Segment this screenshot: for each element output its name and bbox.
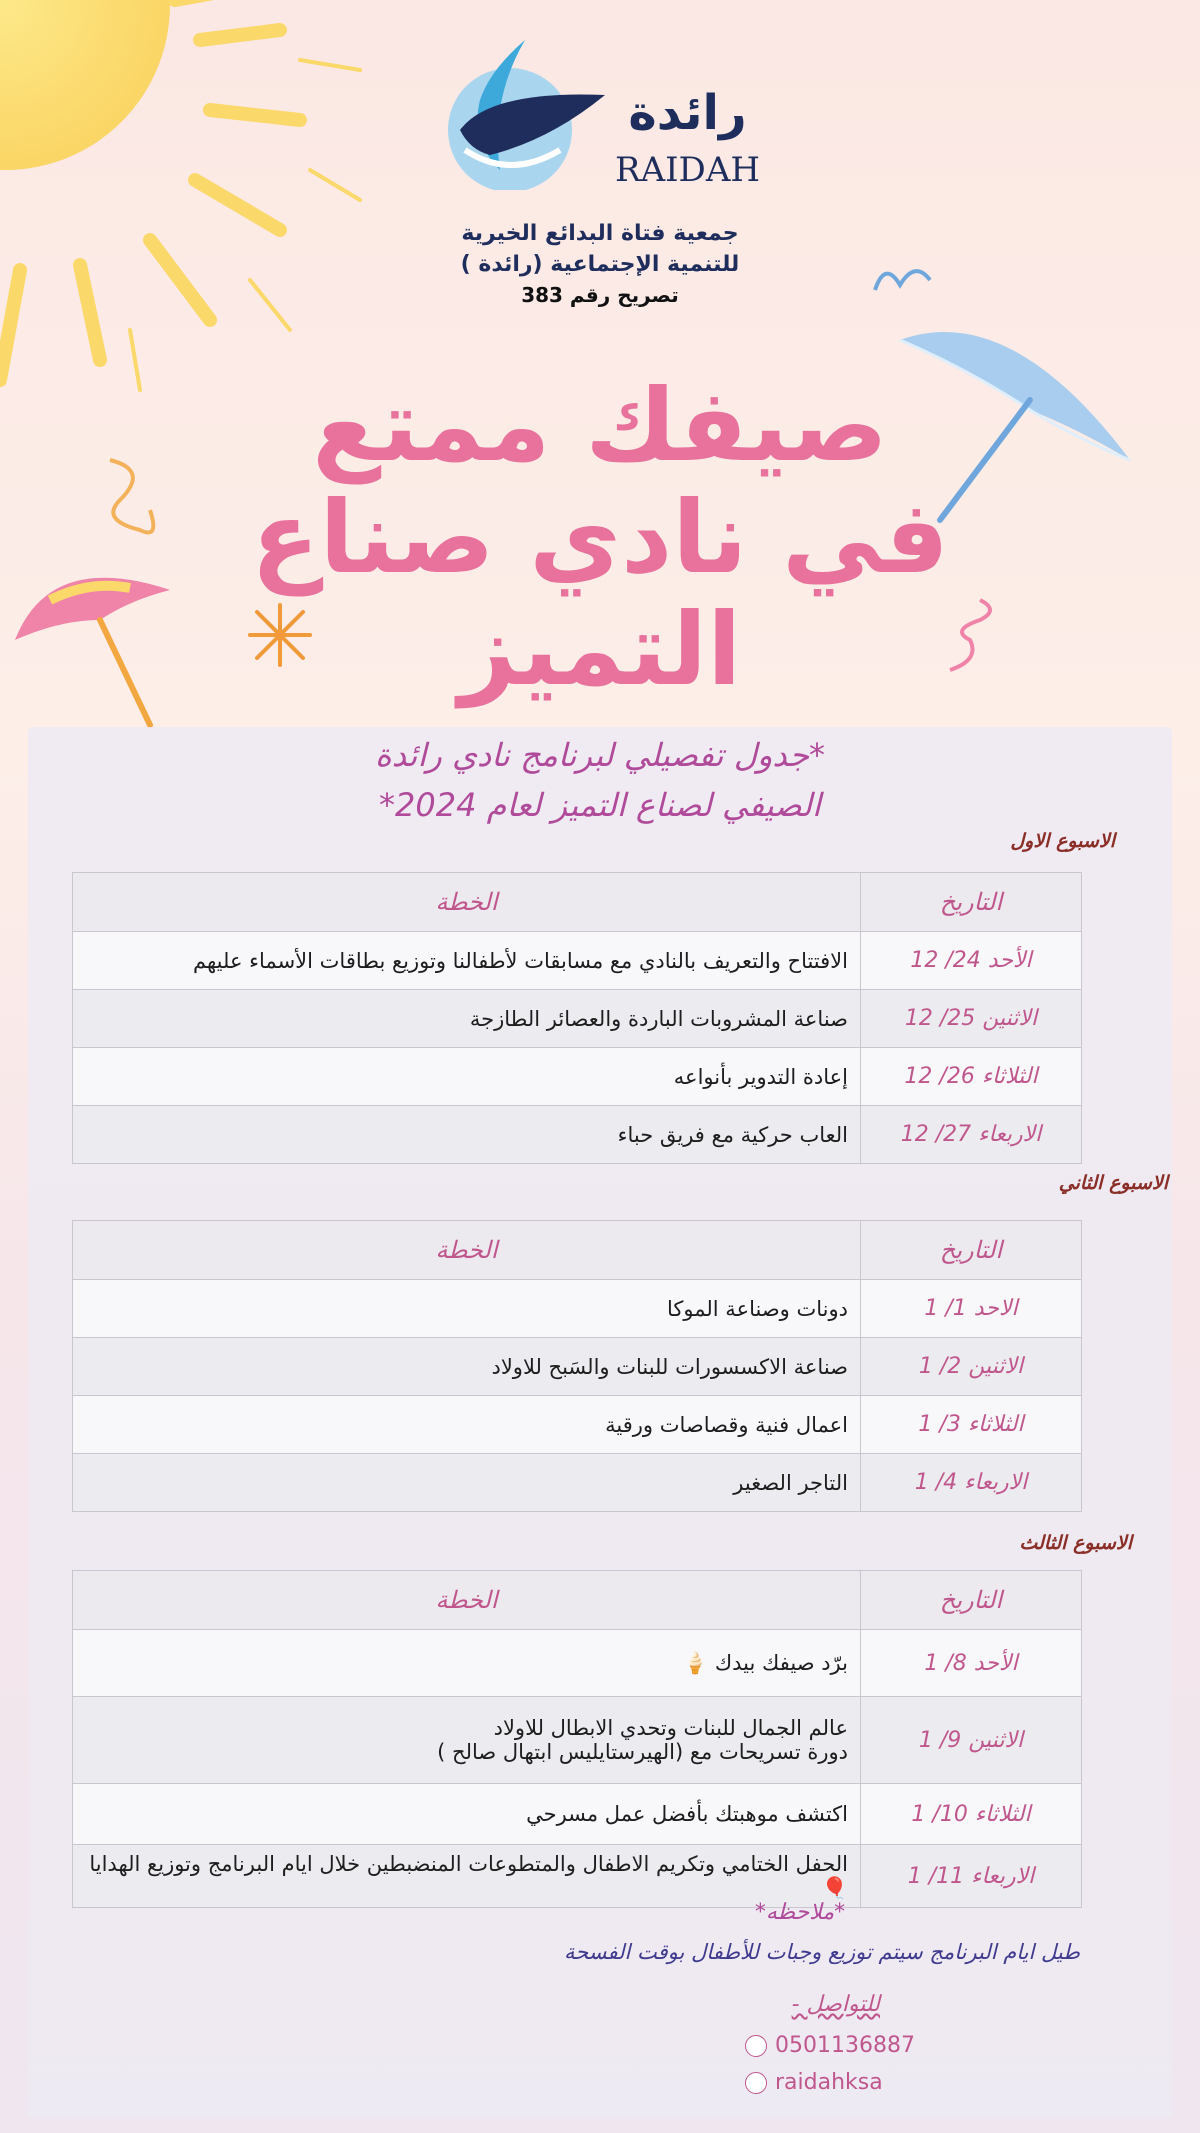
row-plan: العاب حركية مع فريق حباء [73, 1106, 861, 1164]
whatsapp-icon [745, 2035, 767, 2057]
col-plan-header: الخطة [73, 873, 861, 932]
row-plan: دونات وصناعة الموكا [73, 1280, 861, 1338]
row-date: الاربعاء 4/ 1 [861, 1454, 1082, 1512]
row-plan: صناعة المشروبات الباردة والعصائر الطازجة [73, 990, 861, 1048]
week-3-label: الاسبوع الثالث [1019, 1532, 1132, 1554]
squiggle-decoration [870, 250, 940, 300]
table-row [73, 1338, 1082, 1396]
pink-umbrella-decoration [10, 560, 180, 730]
table-row [73, 990, 1082, 1048]
row-date: الأحد 8/ 1 [861, 1630, 1082, 1697]
table-header-row [73, 873, 1082, 932]
table-row [73, 932, 1082, 990]
sun-rays-decoration [0, 0, 420, 420]
headline-line-3: التميز [458, 591, 742, 708]
row-plan: برّد صيفك بيدك 🍦 [73, 1630, 861, 1697]
contact-snapchat[interactable] [745, 2070, 995, 2095]
row-date: الاثنين 9/ 1 [861, 1697, 1082, 1784]
snapchat-icon [745, 2072, 767, 2094]
headline-line-1: صيفك ممتع [312, 367, 888, 484]
week-1-label: الاسبوع الاول [1010, 830, 1115, 852]
table-row [73, 1697, 1082, 1784]
table-row [73, 1784, 1082, 1845]
row-date: الاحد 1/ 1 [861, 1280, 1082, 1338]
row-plan [73, 1697, 861, 1784]
raidah-logo [430, 30, 770, 190]
row-plan: صناعة الاكسسورات للبنات والسَبح للاولاد [73, 1338, 861, 1396]
row-plan: اعمال فنية وقصاصات ورقية [73, 1396, 861, 1454]
col-plan-header: الخطة [73, 1221, 861, 1280]
schedule-title [200, 730, 1000, 830]
table-row [73, 1048, 1082, 1106]
row-date: الاربعاء 27/ 12 [861, 1106, 1082, 1164]
org-info [380, 218, 820, 310]
row-date: الثلاثاء 3/ 1 [861, 1396, 1082, 1454]
col-plan-header: الخطة [73, 1571, 861, 1630]
week-3-table [72, 1570, 1082, 1908]
row-date: الأحد 24/ 12 [861, 932, 1082, 990]
headline-line-2: في نادي صناع [251, 479, 949, 596]
org-line-1: جمعية فتاة البدائع الخيرية [461, 221, 739, 246]
brand-name-en: RAIDAH [614, 150, 761, 190]
note-text: طيل ايام البرنامج سيتم توزيع وجبات للأطفال بوقت الفسحة [563, 1940, 1080, 1964]
orange-coil-decoration [100, 450, 170, 550]
col-date-header: التاريخ [861, 873, 1082, 932]
row-plan: اكتشف موهبتك بأفضل عمل مسرحي [73, 1784, 861, 1845]
headline [220, 367, 980, 708]
row-plan-line-2: دورة تسريحات مع (الهيرستايليس ابتهال صالح ) [437, 1740, 848, 1764]
row-date: الاربعاء 11/ 1 [861, 1845, 1082, 1908]
contact-title: للتواصل - [791, 1992, 880, 2017]
table-header-row [73, 1221, 1082, 1280]
col-date-header: التاريخ [861, 1221, 1082, 1280]
schedule-title-line-1: *جدول تفصيلي لبرنامج نادي رائدة [374, 736, 825, 774]
snapchat-handle: raidahksa [775, 2070, 883, 2095]
week-2-table [72, 1220, 1082, 1512]
row-plan: إعادة التدوير بأنواعه [73, 1048, 861, 1106]
license-number: تصريح رقم 383 [521, 283, 679, 307]
row-plan: التاجر الصغير [73, 1454, 861, 1512]
table-row [73, 1396, 1082, 1454]
row-date: الثلاثاء 26/ 12 [861, 1048, 1082, 1106]
week-1-table [72, 872, 1082, 1164]
phone-number: 0501136887 [775, 2033, 915, 2058]
row-date: الاثنين 25/ 12 [861, 990, 1082, 1048]
note-title: *ملاحظه* [754, 1900, 846, 1925]
col-date-header: التاريخ [861, 1571, 1082, 1630]
table-row [73, 1454, 1082, 1512]
row-date: الاثنين 2/ 1 [861, 1338, 1082, 1396]
row-plan-line-1: عالم الجمال للبنات وتحدي الابطال للاولاد [493, 1716, 848, 1740]
week-2-label: الاسبوع الثاني [1058, 1172, 1168, 1194]
row-date: الثلاثاء 10/ 1 [861, 1784, 1082, 1845]
org-line-2: للتنمية الإجتماعية (رائدة ) [460, 252, 740, 277]
table-row [73, 1845, 1082, 1908]
table-row [73, 1280, 1082, 1338]
brand-name-ar: رائدة [628, 85, 747, 141]
schedule-title-line-2: الصيفي لصناع التميز لعام 2024* [379, 786, 821, 824]
table-header-row [73, 1571, 1082, 1630]
table-row [73, 1106, 1082, 1164]
contact-phone[interactable] [745, 2033, 995, 2058]
table-row [73, 1630, 1082, 1697]
row-plan: الافتتاح والتعريف بالنادي مع مسابقات لأطفالنا وتوزيع بطاقات الأسماء عليهم [73, 932, 861, 990]
row-plan: الحفل الختامي وتكريم الاطفال والمتطوعات المنضبطين خلال ايام البرنامج وتوزيع الهدايا 🎈 [73, 1845, 861, 1908]
